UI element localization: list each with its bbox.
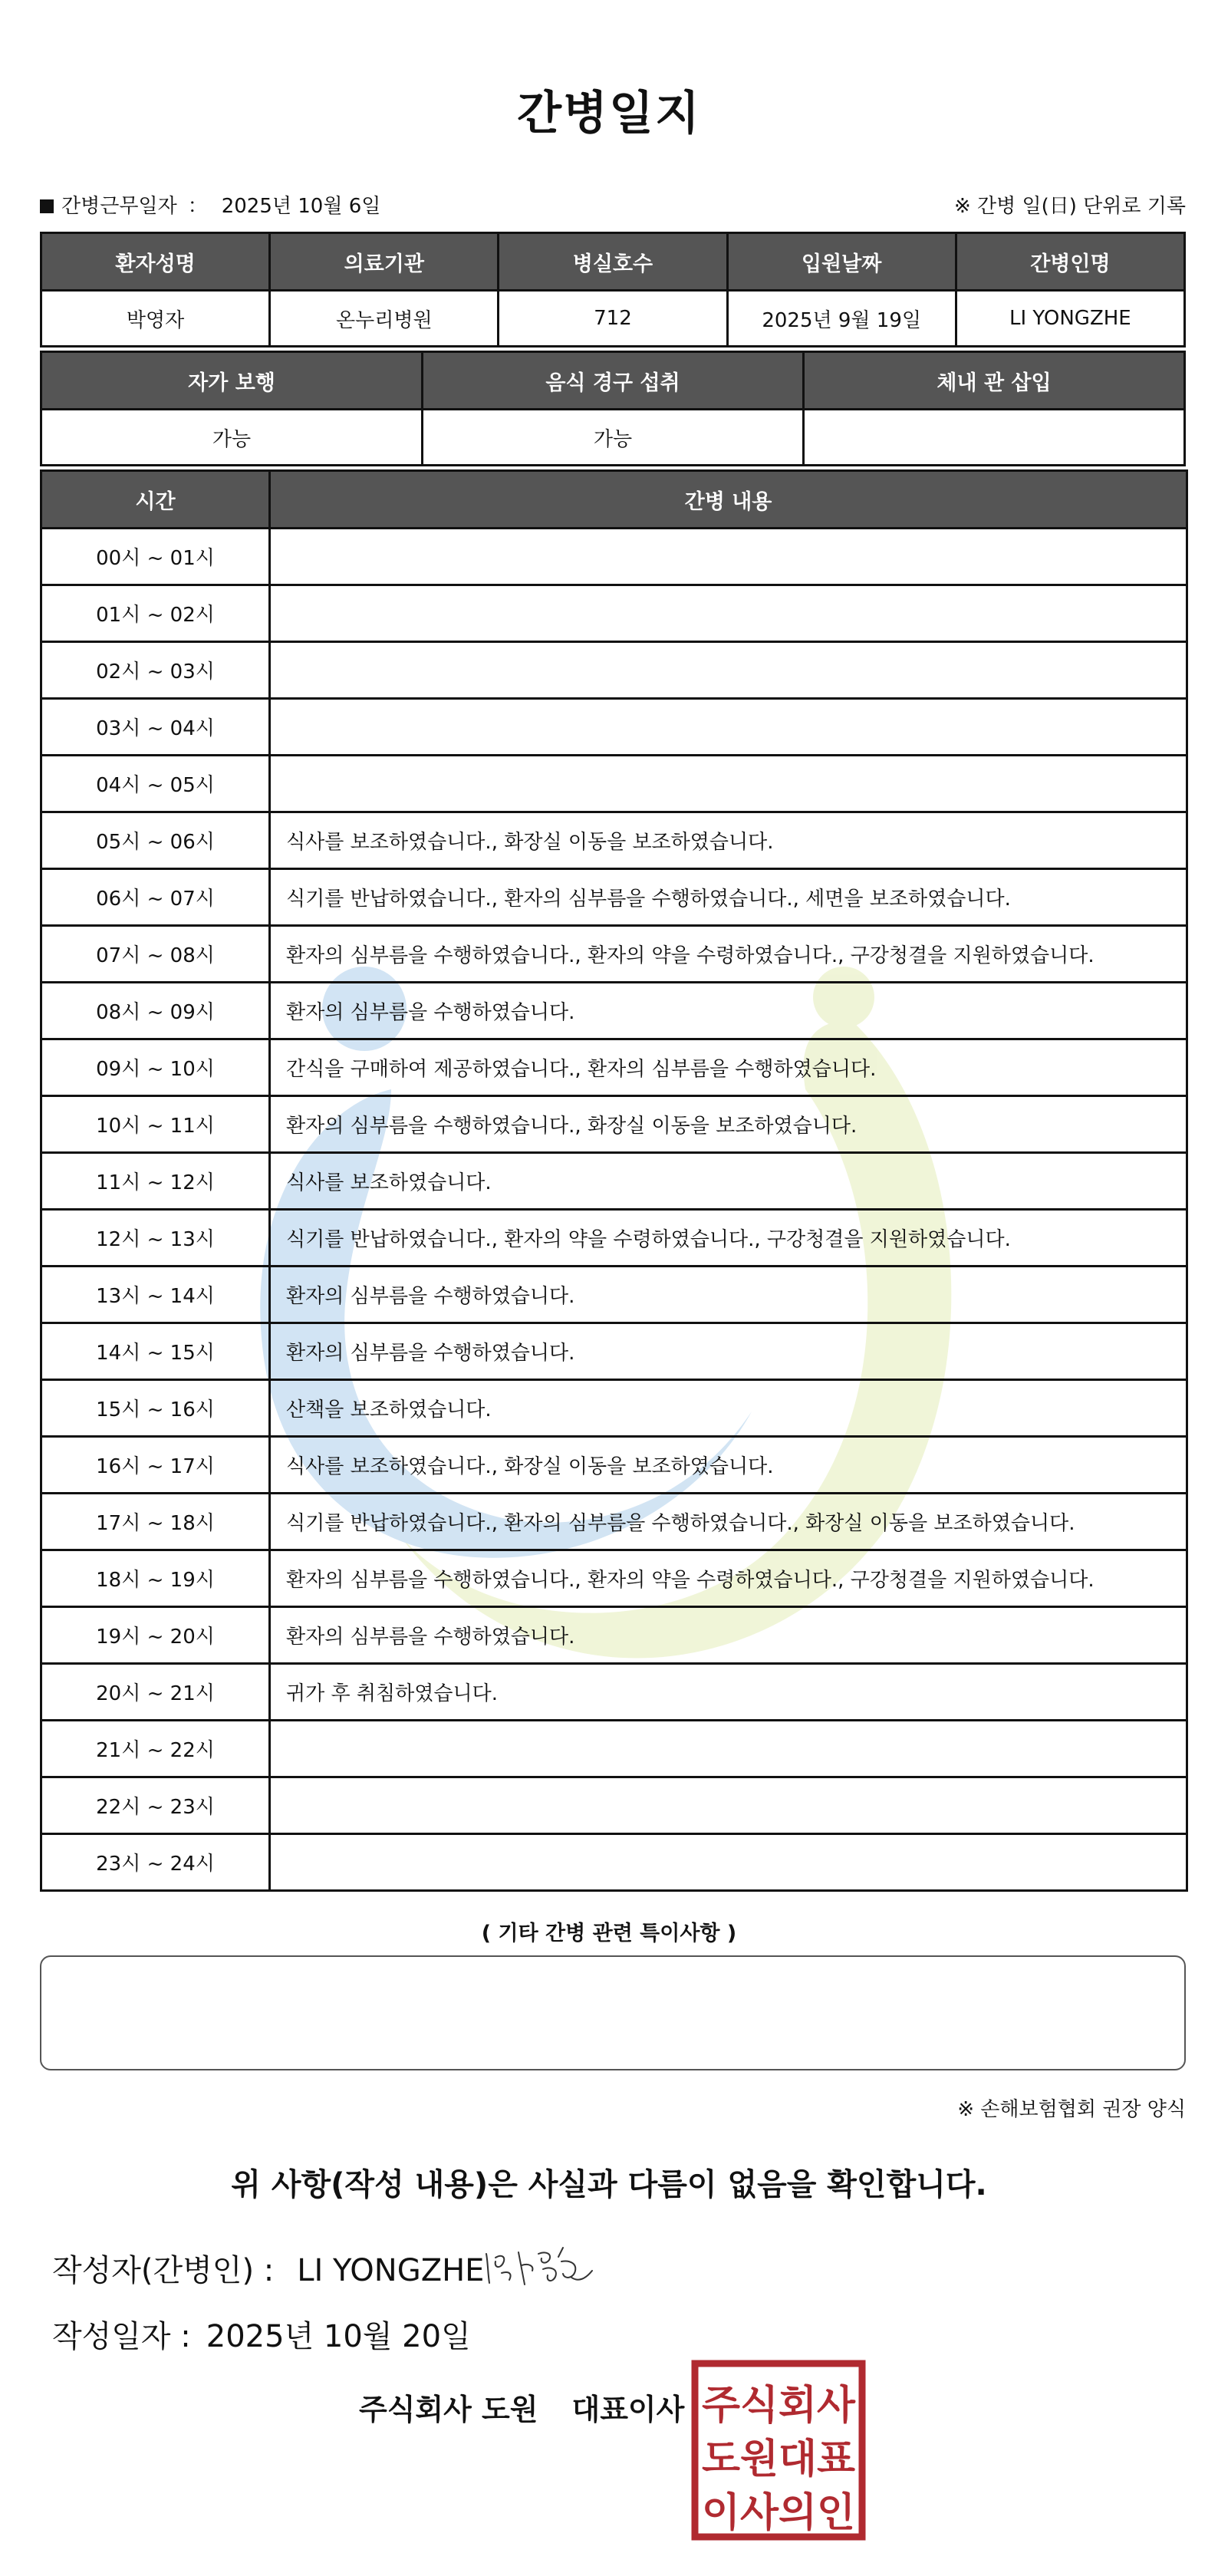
table-row [41, 1323, 1187, 1380]
time-cell: 07시 ~ 08시 [41, 926, 270, 983]
table-row [41, 926, 1187, 983]
table-row [41, 1153, 1187, 1210]
table-row [41, 869, 1187, 926]
value-admission-date: 2025년 9월 19일 [727, 291, 956, 347]
time-cell: 11시 ~ 12시 [41, 1153, 270, 1210]
time-cell: 03시 ~ 04시 [41, 699, 270, 756]
special-notes-heading: ( 기타 간병 관련 특이사항 ) [481, 1922, 737, 1945]
content-cell [270, 1834, 1187, 1891]
table-row [41, 642, 1187, 699]
time-cell: 15시 ~ 16시 [41, 1380, 270, 1437]
time-cell: 13시 ~ 14시 [41, 1267, 270, 1323]
value-caregiver-name: LI YONGZHE [956, 291, 1184, 347]
header-hospital: 의료기관 [270, 233, 499, 291]
unit-note: ※ 간병 일(日) 단위로 기록 [953, 195, 1186, 218]
table-row [41, 1777, 1187, 1834]
seal-line-1: 주식회사 [702, 2383, 856, 2429]
table-row [41, 812, 1187, 869]
square-bullet-icon [40, 199, 54, 213]
writer-name: LI YONGZHE [297, 2253, 485, 2288]
company-seal-stamp [690, 2359, 867, 2541]
patient-info-value-row [41, 291, 1185, 347]
time-cell: 00시 ~ 01시 [41, 529, 270, 585]
value-room-number: 712 [499, 291, 727, 347]
time-cell: 22시 ~ 23시 [41, 1777, 270, 1834]
work-date-label: 간병근무일자 [61, 195, 177, 218]
time-cell: 19시 ~ 20시 [41, 1607, 270, 1664]
recommended-form-note: ※ 손해보험협회 권장 양식 [957, 2098, 1186, 2121]
work-date-line [40, 190, 380, 219]
value-hospital: 온누리병원 [270, 291, 499, 347]
content-cell: 식기를 반납하였습니다., 환자의 심부름을 수행하였습니다., 세면을 보조하였습니다. [270, 869, 1187, 926]
patient-status-table [40, 351, 1186, 466]
time-cell: 23시 ~ 24시 [41, 1834, 270, 1891]
content-cell [270, 529, 1187, 585]
header-time: 시간 [41, 471, 270, 529]
content-cell [270, 585, 1187, 642]
time-cell: 09시 ~ 10시 [41, 1039, 270, 1096]
header-tube-insertion: 체내 관 삽입 [804, 352, 1185, 410]
header-patient-name: 환자성명 [41, 233, 270, 291]
patient-status-value-row [41, 410, 1185, 466]
content-cell: 귀가 후 취침하였습니다. [270, 1664, 1187, 1721]
time-cell: 08시 ~ 09시 [41, 983, 270, 1039]
patient-status-header-row [41, 352, 1185, 410]
time-cell: 14시 ~ 15시 [41, 1323, 270, 1380]
patient-info-header-row [41, 233, 1185, 291]
table-row [41, 1096, 1187, 1153]
time-cell: 18시 ~ 19시 [41, 1550, 270, 1607]
writer-line [52, 2246, 484, 2290]
value-self-walking: 가능 [41, 410, 423, 466]
company-name: 주식회사 도원 [359, 2393, 538, 2426]
patient-info-table [40, 232, 1186, 348]
content-cell: 식기를 반납하였습니다., 환자의 심부름을 수행하였습니다., 화장실 이동을 보조하였습니다. [270, 1494, 1187, 1550]
table-row [41, 1664, 1187, 1721]
work-date-value: 2025년 10월 6일 [221, 195, 381, 218]
content-cell [270, 642, 1187, 699]
table-row [41, 1039, 1187, 1096]
page-title: 간병일지 [517, 87, 701, 140]
table-row [41, 1550, 1187, 1607]
content-cell: 식사를 보조하였습니다. [270, 1153, 1187, 1210]
header-room-number: 병실호수 [499, 233, 727, 291]
writer-label: 작성자(간병인) : [52, 2253, 275, 2288]
time-cell: 21시 ~ 22시 [41, 1721, 270, 1777]
content-cell: 환자의 심부름을 수행하였습니다., 화장실 이동을 보조하였습니다. [270, 1096, 1187, 1153]
header-caregiver-name: 간병인명 [956, 233, 1184, 291]
company-title: 대표이사 [571, 2393, 685, 2426]
seal-line-3: 이사의인 [702, 2490, 855, 2536]
table-row [41, 1380, 1187, 1437]
work-date-colon: ： [187, 195, 208, 218]
time-cell: 16시 ~ 17시 [41, 1437, 270, 1494]
content-cell: 간식을 구매하여 제공하였습니다., 환자의 심부름을 수행하였습니다. [270, 1039, 1187, 1096]
write-date-line [52, 2312, 471, 2356]
seal-line-2: 도원대표 [702, 2436, 855, 2482]
content-cell [270, 756, 1187, 812]
content-cell: 환자의 심부름을 수행하였습니다. [270, 1607, 1187, 1664]
time-cell: 04시 ~ 05시 [41, 756, 270, 812]
content-cell [270, 699, 1187, 756]
write-date-label: 작성일자 : [52, 2319, 191, 2354]
time-cell: 12시 ~ 13시 [41, 1210, 270, 1267]
table-row [41, 1267, 1187, 1323]
value-tube-insertion [804, 410, 1185, 466]
table-row [41, 1607, 1187, 1664]
content-cell: 식기를 반납하였습니다., 환자의 약을 수령하였습니다., 구강청결을 지원하였습니다. [270, 1210, 1187, 1267]
handwritten-signature [479, 2231, 601, 2300]
care-log-table [40, 469, 1188, 1892]
content-cell: 환자의 심부름을 수행하였습니다. [270, 983, 1187, 1039]
header-self-walking: 자가 보행 [41, 352, 423, 410]
table-row [41, 983, 1187, 1039]
table-row [41, 756, 1187, 812]
value-patient-name: 박영자 [41, 291, 270, 347]
content-cell: 식사를 보조하였습니다., 화장실 이동을 보조하였습니다. [270, 812, 1187, 869]
content-cell [270, 1777, 1187, 1834]
write-date-value: 2025년 10월 20일 [206, 2319, 471, 2354]
care-log-header-row [41, 471, 1187, 529]
content-cell: 환자의 심부름을 수행하였습니다., 환자의 약을 수령하였습니다., 구강청결을 지원하였습니다. [270, 1550, 1187, 1607]
content-cell: 환자의 심부름을 수행하였습니다. [270, 1323, 1187, 1380]
table-row [41, 1210, 1187, 1267]
table-row [41, 585, 1187, 642]
time-cell: 17시 ~ 18시 [41, 1494, 270, 1550]
confirmation-statement: 위 사항(작성 내용)은 사실과 다름이 없음을 확인합니다. [231, 2167, 987, 2202]
content-cell [270, 1721, 1187, 1777]
table-row [41, 1494, 1187, 1550]
time-cell: 05시 ~ 06시 [41, 812, 270, 869]
table-row [41, 1437, 1187, 1494]
content-cell: 환자의 심부름을 수행하였습니다., 환자의 약을 수령하였습니다., 구강청결을 지원하였습니다. [270, 926, 1187, 983]
header-care-content: 간병 내용 [270, 471, 1187, 529]
table-row [41, 1721, 1187, 1777]
time-cell: 02시 ~ 03시 [41, 642, 270, 699]
content-cell: 산책을 보조하였습니다. [270, 1380, 1187, 1437]
special-notes-box [40, 1955, 1186, 2070]
time-cell: 20시 ~ 21시 [41, 1664, 270, 1721]
table-row [41, 699, 1187, 756]
header-oral-intake: 음식 경구 섭취 [423, 352, 804, 410]
header-admission-date: 입원날짜 [727, 233, 956, 291]
table-row [41, 529, 1187, 585]
time-cell: 01시 ~ 02시 [41, 585, 270, 642]
time-cell: 06시 ~ 07시 [41, 869, 270, 926]
table-row [41, 1834, 1187, 1891]
company-line [359, 2386, 684, 2428]
time-cell: 10시 ~ 11시 [41, 1096, 270, 1153]
content-cell: 식사를 보조하였습니다., 화장실 이동을 보조하였습니다. [270, 1437, 1187, 1494]
value-oral-intake: 가능 [423, 410, 804, 466]
content-cell: 환자의 심부름을 수행하였습니다. [270, 1267, 1187, 1323]
